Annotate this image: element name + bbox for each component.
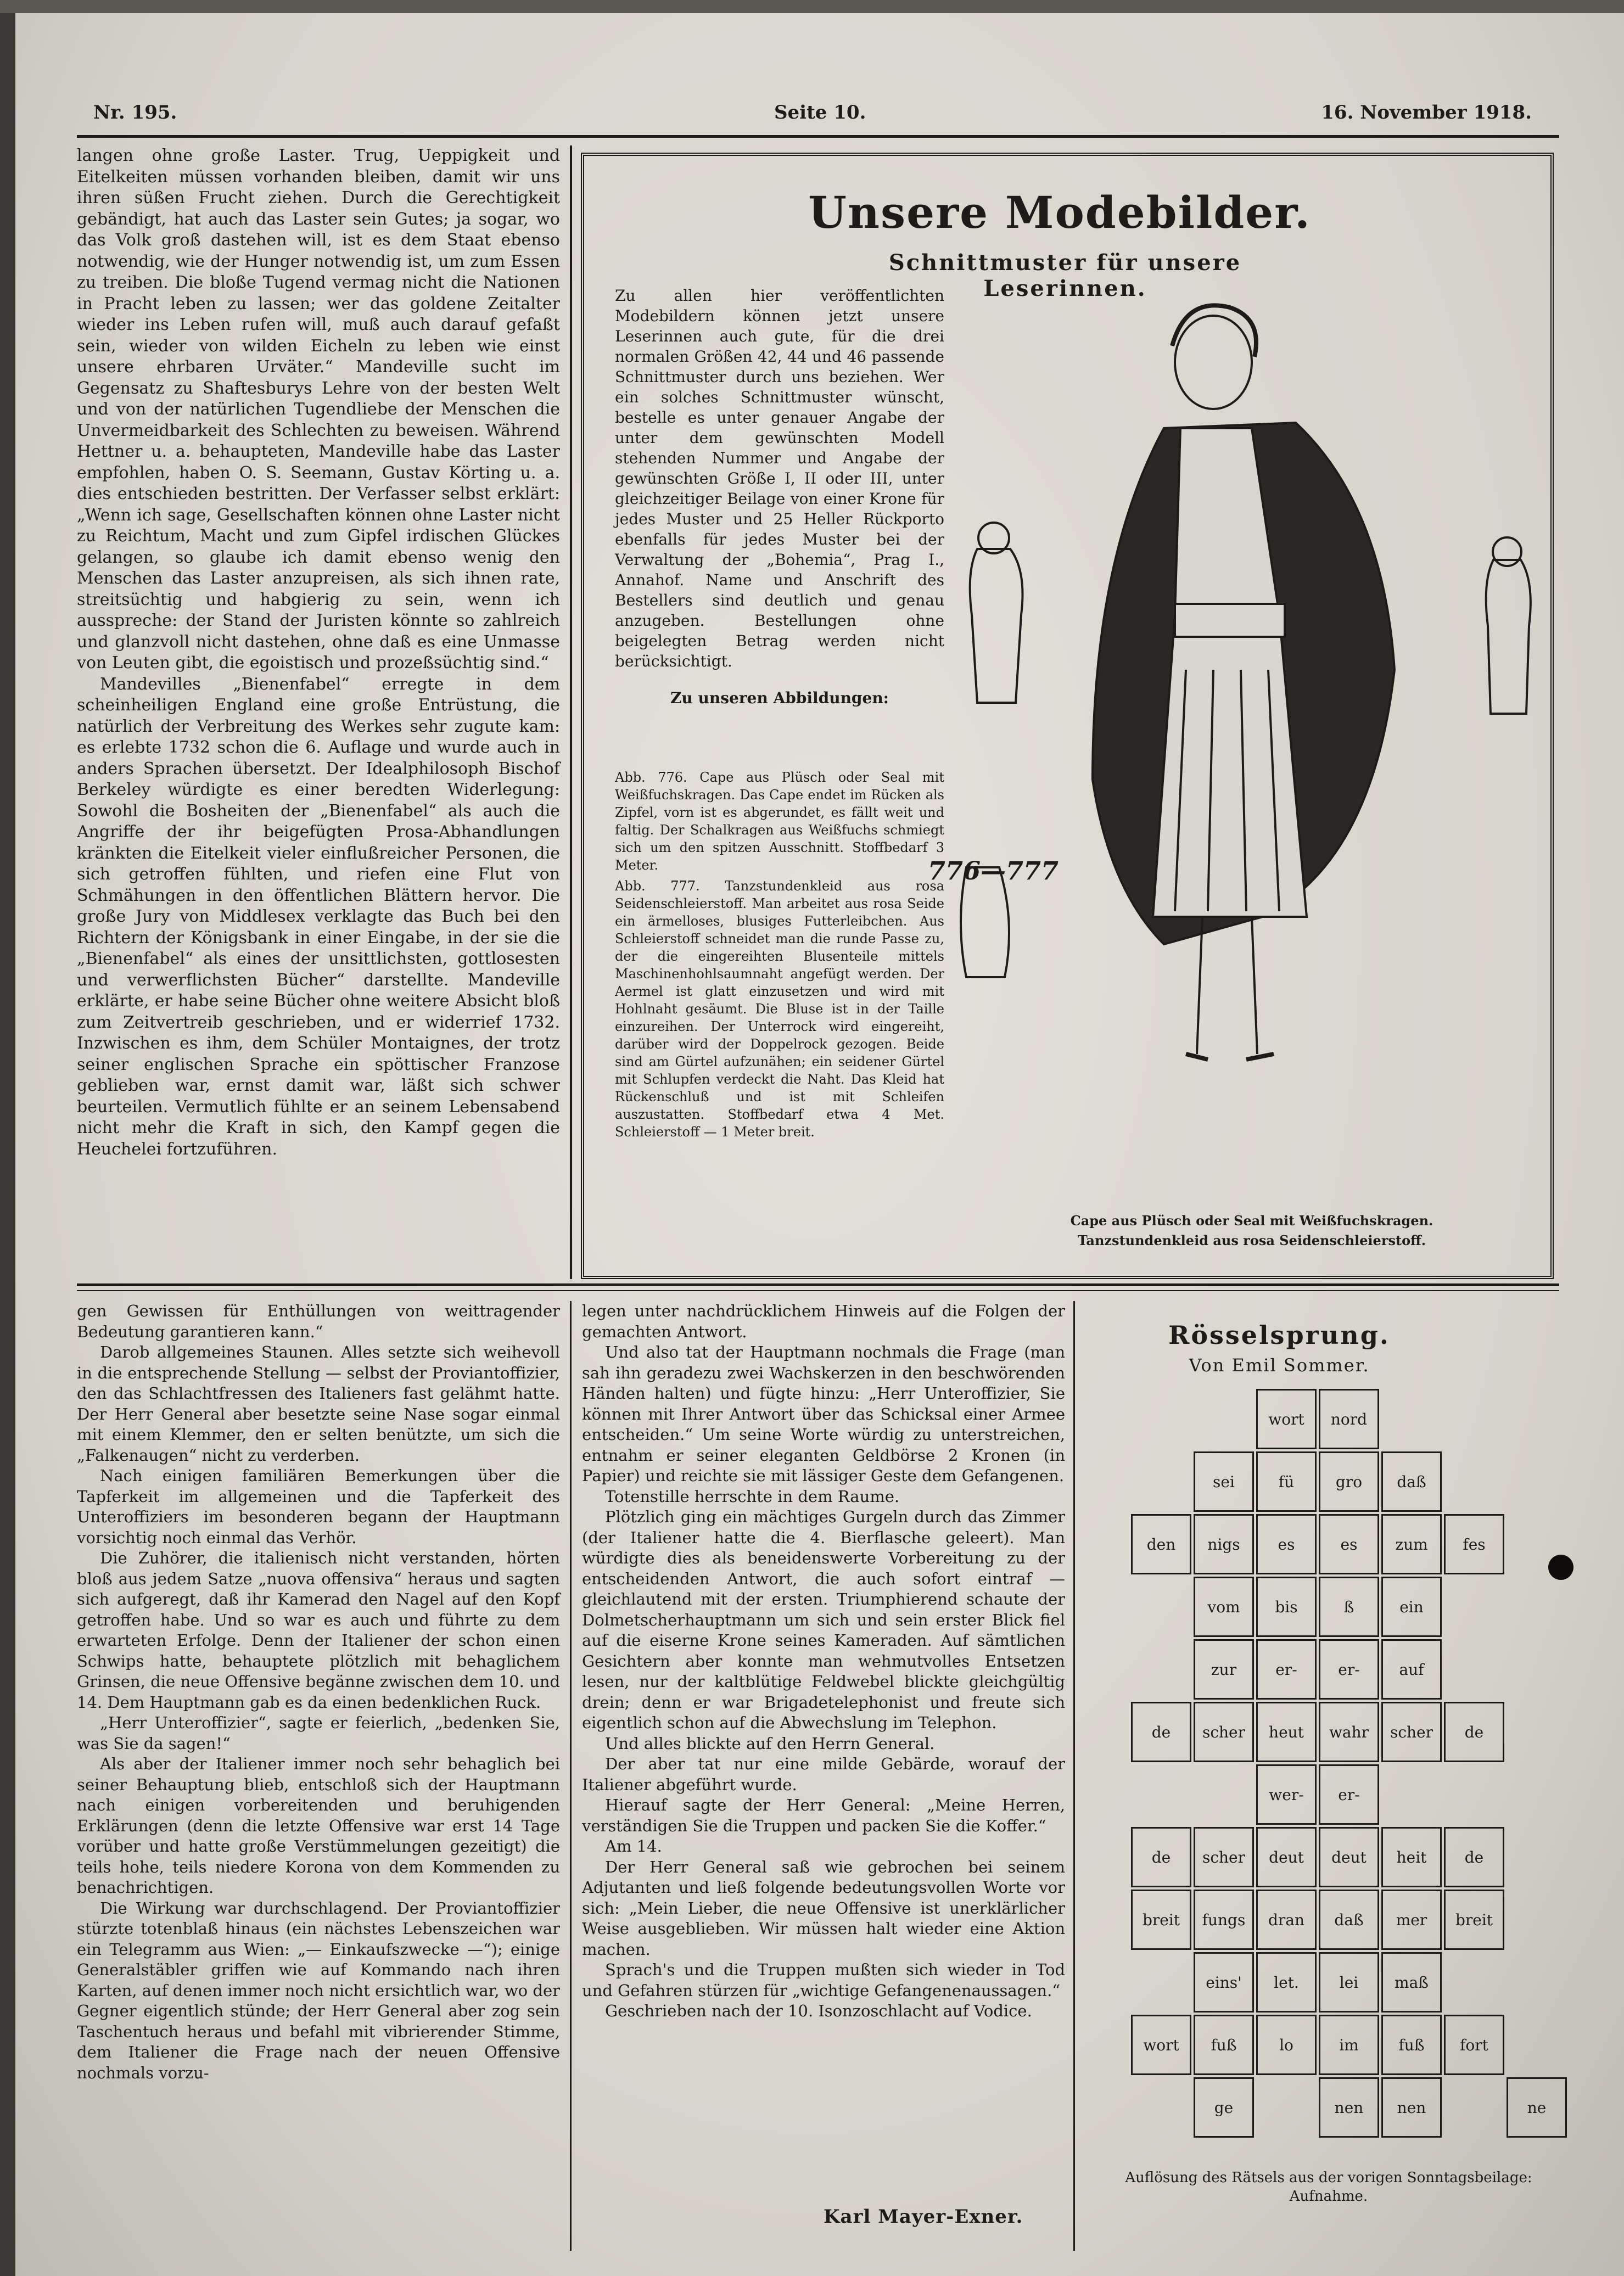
story-paragraph: Sprach's und die Truppen mußten sich wieder in Tod und Gefahren stürzen für „wichtige Gefangenenaussagen.“	[582, 1960, 1065, 2000]
puzzle-cell: zum	[1381, 1514, 1442, 1574]
side-figure-right	[1486, 560, 1531, 714]
figure-legs	[1197, 917, 1257, 1054]
figures-heading: Zu unseren Abbildungen:	[670, 689, 889, 707]
figure-head	[1175, 316, 1252, 409]
puzzle-cell: nord	[1319, 1389, 1379, 1449]
puzzle-cell: zur	[1194, 1639, 1254, 1700]
ad-intro-text: Zu allen hier veröffentlichten Modebildern können jetzt unsere Leserinnen auch gute, für die drei normalen Größen 42, 44 und 46 passende Schnittmuster durch uns beziehen. Wer ein solches Schnittmuster wünscht, bestelle es unter genauer Angabe der unter dem gewünschten Modell stehenden Nummer und Angabe der gewünschten Größe I, II oder III, unter gleichzeitiger Beilage von einer Krone für jedes Muster und 25 Heller Rückporto ebenfalls für jedes Muster bei der Verwaltung der „Bohemia“, Prag I., Annahof. Name und Anschrift des Bestellers sind deutlich und genau anzugeben. Bestellungen ohne beigelegten Betrag werden nicht berücksichtigt.	[615, 287, 944, 670]
puzzle-cell: de	[1444, 1702, 1504, 1762]
story-paragraph: Plötzlich ging ein mächtiges Gurgeln durch das Zimmer (der Italiener hatte die 4. Bierflasche geleert). Man würdigte dies als beneidenswerte Vorbereitung zu der entscheidenden Antwort, die auch sofort eintraf — gleichlautend mit der ersten. Triumphierend schaute der Dolmetscherhauptmann um sich und sein erster Blick fiel auf die eiserne Krone seines Kameraden. Auf sämtlichen Gesichtern aber konnte man wehmutvolles Entsetzen lesen, nur der kaltblütige Feldwebel blickte gleichgültig drein; denn er war Brigadetelephonist und freute sich eigentlich schon auf die Abwechslung im Telephon.	[582, 1507, 1065, 1732]
puzzle-cell: den	[1131, 1514, 1191, 1574]
story-paragraph: Und also tat der Hauptmann nochmals die Frage (man sah ihn geradezu zwei Wachskerzen in den beschwörenden Händen halten) und fügte hinzu: „Herr Unteroffizier, Sie können mit Ihrer Antwort über das Schicksal einer Armee entscheiden.“ Um seine Worte würdig zu unterstreichen, entnahm er seiner eleganten Geldbörse 2 Kronen (in Papier) und reichte sie mit lässiger Geste dem Gefangenen.	[582, 1343, 1065, 1485]
puzzle-cell: ne	[1507, 2077, 1567, 2138]
puzzle-cell: fes	[1444, 1514, 1504, 1574]
story-paragraph: Als aber der Italiener immer noch sehr behaglich bei seiner Behauptung blieb, entschloß sich der Hauptmann nach einigen vorbereitenden und beruhigenden Erklärungen (denn die letzte Offensive war erst 14 Tage vorüber und hatte große Verstümmelungen gezeitigt) die teils hohe, teils niedere Korona von dem Kommenden zu benachrichtigen.	[77, 1754, 560, 1897]
puzzle-cell: daß	[1319, 1890, 1379, 1950]
issue-number: Nr. 195.	[93, 102, 177, 124]
puzzle-cell: de	[1131, 1702, 1191, 1762]
puzzle-cell: wer-	[1256, 1764, 1317, 1825]
header-rule	[77, 135, 1559, 138]
puzzle-cell: sei	[1194, 1451, 1254, 1512]
column-rule	[570, 1301, 572, 2251]
puzzle-cell: fuß	[1381, 2015, 1442, 2075]
puzzle-cell: heit	[1381, 1827, 1442, 1887]
story-paragraph: legen unter nachdrücklichem Hinweis auf die Folgen der gemachten Antwort.	[582, 1302, 1065, 1341]
story-paragraph: Am 14.	[605, 1837, 662, 1855]
essay-paragraph: Mandevilles „Bienenfabel“ erregte in dem scheinheiligen England eine große Entrüstung, die natürlich der Verbreitung des Werkes sehr zugute kam: es erlebte 1732 schon die 6. Auflage und wurde auch in anders Sprachen übersetzt. Der Idealphilosoph Bischof Berkeley würdigte es einer beredten Widerlegung: Sowohl die Bosheiten der „Bienenfabel“ als auch die Angriffe der ihr beigefügten Prosa-Abhandlungen kränkten die Eitelkeit vieler einflußreicher Personen, die sich getroffen fühlten, und riefen eine Flut von Schmähungen in den öffentlichen Blättern hervor. Die große Jury von Middlesex verklagte das Buch bei den Richtern der Königsbank in einer Eingabe, in der sie die „Bienenfabel“ als eines der unsittlichsten, gottlosesten und verwerflichsten Bücher“ darstellte. Mandeville erklärte, er habe seine Bücher ohne weitere Absicht bloß zum Zeitvertreib geschrieben, und er widerrief 1732. Inzwischen es ihm, dem Schüler Montaignes, der trotz seiner englischen Sprache ein spöttischer Franzose geblieben war, ernst damit war, läßt sich schwer beurteilen. Vermutlich fühlte er an seinem Lebensabend nicht mehr die Kraft in sich, den Kampf gegen die Heuchelei fortzuführen.	[77, 674, 560, 1159]
item-777: Abb. 777. Tanzstundenkleid aus rosa Seidenschleierstoff. Man arbeitet aus rosa Seide ein ärmelloses, blusiges Futterleibchen. Aus Schleierstoff schneidet man die runde Passe zu, der die eingereihten Blusenteile mittels Maschinenhohlsaumnaht angefügt werden. Der Aermel ist glatt einzusetzen und wird mit Hohlnaht gesäumt. Die Bluse ist in der Taille einzureihen. Der Unterrock wird eingereiht, darüber wird der Doppelrock gezogen. Beide sind am Gürtel aufzunähen; ein seidener Gürtel mit Schlupfen verdeckt die Naht. Das Kleid hat Rückenschluß und ist mit Schleifen auszustatten. Stoffbedarf etwa 4 Met. Schleierstoff — 1 Meter breit.	[615, 878, 944, 1140]
puzzle-cell: fungs	[1194, 1890, 1254, 1950]
page-number: Seite 10.	[774, 102, 866, 124]
puzzle-footer-line: Auflösung des Rätsels aus der vorigen Sonntagsbeilage:	[1125, 2170, 1532, 2186]
puzzle-cell: maß	[1381, 1952, 1442, 2012]
caption-cape: Cape aus Plüsch oder Seal mit Weißfuchskragen.	[1070, 1213, 1433, 1229]
story-paragraph: Der aber tat nur eine milde Gebärde, worauf der Italiener abgeführt wurde.	[582, 1754, 1065, 1794]
puzzle-solution: Aufnahme.	[1289, 2188, 1368, 2205]
story-paragraph: Die Wirkung war durchschlagend. Der Proviantoffizier stürzte totenblaß hinaus (ein nächstes Lebenszeichen war ein Telegramm aus Wien: „— Einkaufszwecke —“); einige Generalstäbler griffen wie auf Kommando nach ihren Karten, auf denen immer noch nicht ersichtlich war, wo der Gegner eigentlich stünde; der Herr General aber zog sein Taschentuch heraus und befahl mit vibrierender Stimme, dem Italiener die Frage nach der neuen Offensive nochmals vorzu-	[77, 1898, 560, 2082]
puzzle-cell: fü	[1256, 1451, 1317, 1512]
ad-items	[615, 769, 944, 1144]
ink-blot	[1548, 1555, 1573, 1580]
puzzle-cell: breit	[1131, 1890, 1191, 1950]
puzzle-cell: es	[1256, 1514, 1317, 1574]
puzzle-cell: er-	[1319, 1764, 1379, 1825]
puzzle-cell: bis	[1256, 1577, 1317, 1637]
puzzle-cell: eins'	[1194, 1952, 1254, 2012]
story-paragraph: gen Gewissen für Enthüllungen von weittragender Bedeutung garantieren kann.“	[77, 1302, 560, 1341]
puzzle-cell: scher	[1381, 1702, 1442, 1762]
side-figure-left	[970, 549, 1023, 703]
story-paragraph: Und alles blickte auf den Herrn General.	[605, 1734, 935, 1753]
essay-column	[77, 145, 560, 1160]
puzzle-cell: es	[1319, 1514, 1379, 1574]
puzzle-cell: lei	[1319, 1952, 1379, 2012]
puzzle-cell: breit	[1444, 1890, 1504, 1950]
story-column-2	[582, 1301, 1065, 2022]
puzzle-cell: let.	[1256, 1952, 1317, 2012]
puzzle-cell: daß	[1381, 1451, 1442, 1512]
puzzle-cell: wort	[1131, 2015, 1191, 2075]
story-paragraph: Hierauf sagte der Herr General: „Meine Herren, verständigen Sie die Truppen und packen Sie die Koffer.“	[582, 1796, 1065, 1835]
story-paragraph: Geschrieben nach der 10. Isonzoschlacht auf Vodice.	[605, 2002, 1032, 2020]
puzzle-cell: ge	[1194, 2077, 1254, 2138]
story-paragraph: Nach einigen familiären Bemerkungen über die Tapferkeit im allgemeinen und die Tapferkeit des Unteroffiziers im besonderen begann der Hauptmann vorsichtig noch einmal das Verhör.	[77, 1466, 560, 1547]
puzzle-cell: fuß	[1194, 2015, 1254, 2075]
column-rule	[1073, 1301, 1075, 2251]
puzzle-cell: scher	[1194, 1702, 1254, 1762]
essay-paragraph: langen ohne große Laster. Trug, Ueppigkeit und Eitelkeiten müssen vorhanden bleiben, damit wir uns ihren süßen Frucht ziehen. Durch die Gerechtigkeit gebändigt, hat auch das Laster sein Gutes; ja sogar, wo das Volk groß dastehen will, ist es dem Staat ebenso notwendig, wie der Hunger notwendig ist, um zum Essen zu treiben. Die bloße Tugend vermag nicht die Nationen in Pracht leben zu lassen; wer das goldene Zeitalter wieder ins Leben rufen will, muß auch darauf gefaßt sein, wieder von wilden Eicheln zu leben wie einst unsere ehrbaren Urväter.“ Mandeville sucht im Gegensatz zu Shaftesburys Lehre von der besten Welt und von der natürlichen Tugendliebe der Menschen die Unvermeidbarkeit des Schlechten zu beweisen. Während Hettner u. a. behaupteten, Mandeville habe das Laster empfohlen, haben O. S. Seemann, Gustav Körting u. a. dies entschieden bestritten. Der Verfasser selbst erklärt: „Wenn ich sage, Gesellschaften können ohne Laster nicht zu Reichtum, Macht und zum Gipfel irdischen Glückes gelangen, so glaube ich damit ebenso wenig den Menschen das Laster anzupreisen, als sich ihnen rate, streitsüchtig und habgierig zu sein, wenn ich ausspreche: der Stand der Juristen könnte so zahlreich und glanzvoll nicht dastehen, ohne daß es eine Unmasse von Leuten gibt, die egoistisch und prozeßsüchtig sind.“	[77, 146, 560, 672]
puzzle-cell: heut	[1256, 1702, 1317, 1762]
puzzle-cell: lo	[1256, 2015, 1317, 2075]
page-header	[93, 102, 1554, 134]
story-paragraph: Die Zuhörer, die italienisch nicht verstanden, hörten bloß aus jedem Satze „nuova offensiva“ heraus und sagten sich aufgeregt, daß ihr Kamerad den Nagel auf den Kopf getroffen habe. Und so war es auch und führte zu dem erwarteten Erfolge. Denn der Italiener der schon einen Schwips hatte, behauptete plötzlich mit behaglichem Grinsen, die neue Offensive begänne zwischen dem 10. und 14. Dem Hauptmann gab es da einen bedenklichen Ruck.	[77, 1549, 560, 1712]
column-rule	[570, 145, 572, 1279]
puzzle-cell: im	[1319, 2015, 1379, 2075]
ad-intro	[615, 285, 944, 708]
story-paragraph: Der Herr General saß wie gebrochen bei seinem Adjutanten und ließ folgende bedeutungsvollen Worte vor sich: „Mein Lieber, die neue Offensive ist unerklärlicher Weise ausgeblieben. Wir müssen halt wieder eine Aktion machen.	[582, 1857, 1065, 1959]
puzzle-cell: wort	[1256, 1389, 1317, 1449]
puzzle-cell: scher	[1194, 1827, 1254, 1887]
puzzle-cell: wahr	[1319, 1702, 1379, 1762]
dress-belt	[1175, 604, 1285, 637]
story-column-1	[77, 1301, 560, 2083]
puzzle-cell: gro	[1319, 1451, 1379, 1512]
puzzle-cell: deut	[1319, 1827, 1379, 1887]
ad-title: Unsere Modebilder.	[808, 187, 1311, 238]
puzzle-cell: ß	[1319, 1577, 1379, 1637]
section-rule	[77, 1283, 1559, 1286]
puzzle-title: Rösselsprung.	[1168, 1320, 1390, 1350]
story-paragraph: „Herr Unteroffizier“, sagte er feierlich, „bedenken Sie, was Sie da sagen!“	[77, 1713, 560, 1753]
puzzle-cell: ein	[1381, 1577, 1442, 1637]
ad-subtitle: Schnittmuster für unsere Leserinnen.	[888, 250, 1242, 301]
fashion-illustration	[955, 285, 1537, 1219]
puzzle-author: Von Emil Sommer.	[1189, 1355, 1370, 1376]
puzzle-cell: nen	[1381, 2077, 1442, 2138]
issue-date: 16. November 1918.	[1321, 102, 1532, 124]
scan-edge-top	[0, 0, 1624, 13]
puzzle-footer	[1076, 2168, 1581, 2206]
puzzle-cell: nen	[1319, 2077, 1379, 2138]
puzzle-cell: deut	[1256, 1827, 1317, 1887]
figure-number: 776—777	[928, 856, 1059, 885]
puzzle-cell: nigs	[1194, 1514, 1254, 1574]
puzzle-cell: de	[1444, 1827, 1504, 1887]
puzzle-cell: vom	[1194, 1577, 1254, 1637]
puzzle-cell: fort	[1444, 2015, 1504, 2075]
story-paragraph: Totenstille herrschte in dem Raume.	[605, 1487, 900, 1506]
section-rule-thin	[77, 1290, 1559, 1291]
puzzle-cell: er-	[1256, 1639, 1317, 1700]
scan-edge	[0, 0, 15, 2276]
puzzle-cell: mer	[1381, 1890, 1442, 1950]
item-776: Abb. 776. Cape aus Plüsch oder Seal mit Weißfuchskragen. Das Cape endet im Rücken als Zipfel, vorn ist es abgerundet, es fällt weit und faltig. Der Schalkragen aus Weißfuchs schmiegt sich um den spitzen Ausschnitt. Stoffbedarf 3 Meter.	[615, 770, 944, 873]
puzzle-cell: auf	[1381, 1639, 1442, 1700]
puzzle-cell: de	[1131, 1827, 1191, 1887]
puzzle-cell: dran	[1256, 1890, 1317, 1950]
story-author: Karl Mayer-Exner.	[824, 2206, 1023, 2228]
caption-dress: Tanzstundenkleid aus rosa Seidenschleierstoff.	[1077, 1232, 1426, 1248]
puzzle-cell: er-	[1319, 1639, 1379, 1700]
story-paragraph: Darob allgemeines Staunen. Alles setzte sich weihevoll in die entsprechende Stellung — selbst der Proviantoffizier, den das Schlachtfressen des Italieners fast gelähmt hatte. Der Herr General aber besetzte seine Nase sogar einmal mit einem Klemmer, den er selten benützte, um sich die „Falkenaugen“ nicht zu verderben.	[77, 1343, 560, 1465]
